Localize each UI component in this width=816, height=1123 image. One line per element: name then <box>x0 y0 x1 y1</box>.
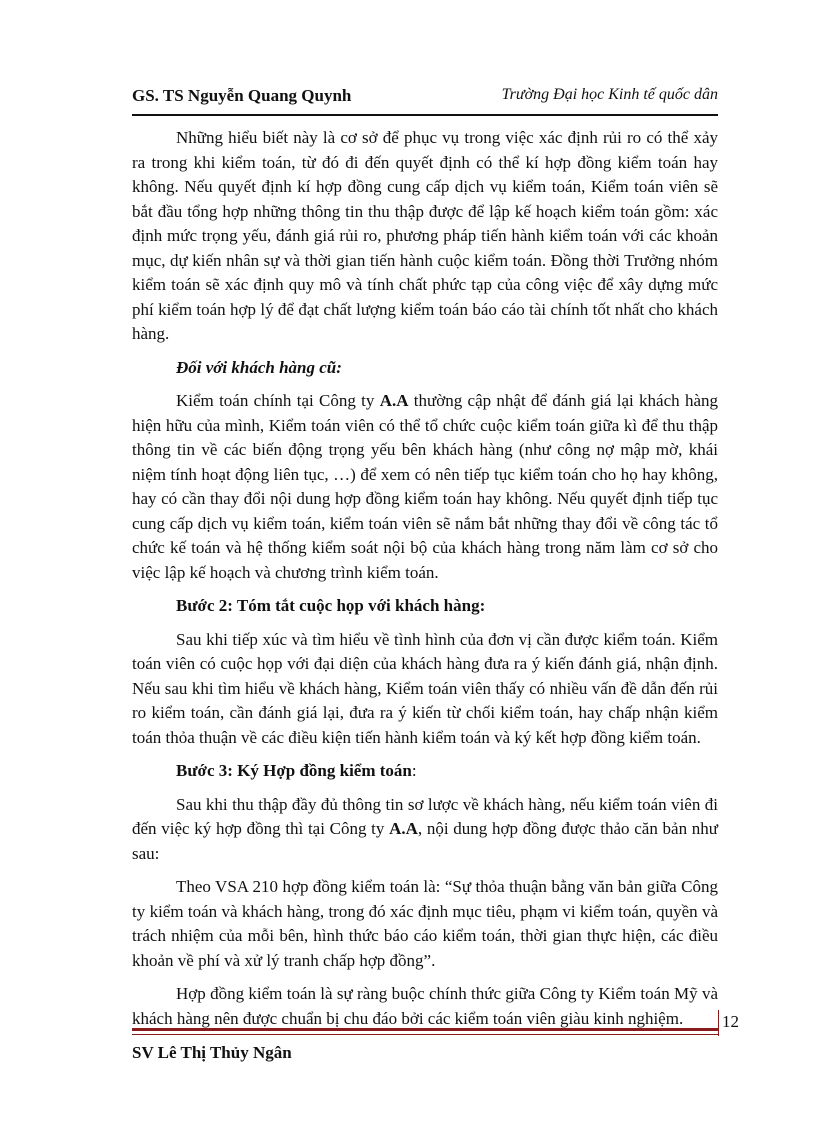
company-name: A.A <box>389 819 418 838</box>
page-header <box>132 86 718 108</box>
paragraph: Kiểm toán chính tại Công ty A.A thường cập nhật để đánh giá lại khách hàng hiện hữu của mình, Kiểm toán viên có thể tổ chức cuộc kiểm toán giữa kì để thu thập thông tin về các biến động trọng yếu bên khách hàng (như công nợ mập mờ, khái niệm tính hoạt động liên tục, …) để xem có nên tiếp tục kiểm toán cho họ hay không, hay có cần thay đổi nội dung hợp đồng kiểm toán hay không. Nếu quyết định tiếp tục cung cấp dịch vụ kiểm toán, kiểm toán viên sẽ nắm bắt những thay đổi về công tác tổ chức kế toán và hệ thống kiểm soát nội bộ của khách hàng trong năm làm cơ sở cho việc lập kế hoạch và chương trình kiểm toán. <box>132 391 719 582</box>
paragraph: Những hiểu biết này là cơ sở để phục vụ trong việc xác định rủi ro có thể xảy ra trong khi kiểm toán, từ đó đi đến quyết định có thể kí hợp đồng kiểm toán hay không. Nếu quyết định kí hợp đồng cung cấp dịch vụ kiểm toán, Kiểm toán viên sẽ bắt đầu tổng hợp những thông tin thu thập được để lập kế hoạch kiểm toán gồm: xác định mức trọng yếu, đánh giá rủi ro, phương pháp tiến hành kiểm toán với các khoản mục, dự kiến nhân sự và thời gian tiến hành cuộc kiểm toán. Đồng thời Trưởng nhóm kiểm toán sẽ xác định quy mô và tính chất phức tạp của công việc để xây dựng mức phí kiểm toán hợp lý để đạt chất lượng kiểm toán báo cáo tài chính tốt nhất cho khách hàng. <box>132 128 718 343</box>
section-heading-old-client: Đối với khách hàng cũ: <box>176 357 342 377</box>
company-name: A.A <box>379 391 409 410</box>
header-rule <box>132 114 718 116</box>
paragraph-quote: Theo VSA 210 hợp đồng kiểm toán là: “Sự thỏa thuận bằng văn bản giữa Công ty kiểm toán và khách hàng, trong đó xác định mục tiêu, phạm vi kiểm toán, quyền và trách nhiệm của mỗi bên, hình thức báo cáo kiểm toán, thời gian thực hiện, các điều khoản về phí và xử lý tranh chấp hợp đồng”. <box>132 877 718 970</box>
section-heading-step3: Bước 3: Ký Hợp đồng kiểm toán: <box>176 761 417 780</box>
footer-student-name: SV Lê Thị Thủy Ngân <box>132 1043 292 1062</box>
footer-divider-vertical <box>718 1010 719 1036</box>
page-number: 12 <box>722 1012 739 1031</box>
header-author: GS. TS Nguyễn Quang Quynh <box>132 86 352 105</box>
section-heading-step2: Bước 2: Tóm tắt cuộc họp với khách hàng: <box>176 596 486 615</box>
paragraph: Sau khi thu thập đầy đủ thông tin sơ lược về khách hàng, nếu kiểm toán viên đi đến việc ký hợp đồng thì tại Công ty A.A, nội dung hợp đồng được thảo căn bản như sau: <box>132 794 718 863</box>
paragraph: Hợp đồng kiểm toán là sự ràng buộc chính thức giữa Công ty Kiểm toán Mỹ và khách hàng nên được chuẩn bị chu đáo bởi các kiểm toán viên giàu kinh nghiệm. <box>132 984 718 1028</box>
paragraph: Sau khi tiếp xúc và tìm hiểu về tình hình của đơn vị cần được kiểm toán. Kiểm toán viên có cuộc họp với đại diện của khách hàng đưa ra ý kiến đánh giá, nhận định. Nếu sau khi tìm hiểu về khách hàng, Kiểm toán viên thấy có nhiều vấn đề dẫn đến rủi ro kiểm toán, cần đánh giá lại, đưa ra ý kiến từ chối kiểm toán, hay chấp nhận kiểm toán thỏa thuận về các điều kiện tiến hành kiểm toán và ký kết hợp đồng kiểm toán. <box>132 629 718 747</box>
footer-rule-thick <box>132 1028 718 1031</box>
document-body <box>132 126 718 1031</box>
footer-rule-thin <box>132 1034 718 1035</box>
header-university: Trường Đại học Kinh tế quốc dân <box>501 86 718 103</box>
